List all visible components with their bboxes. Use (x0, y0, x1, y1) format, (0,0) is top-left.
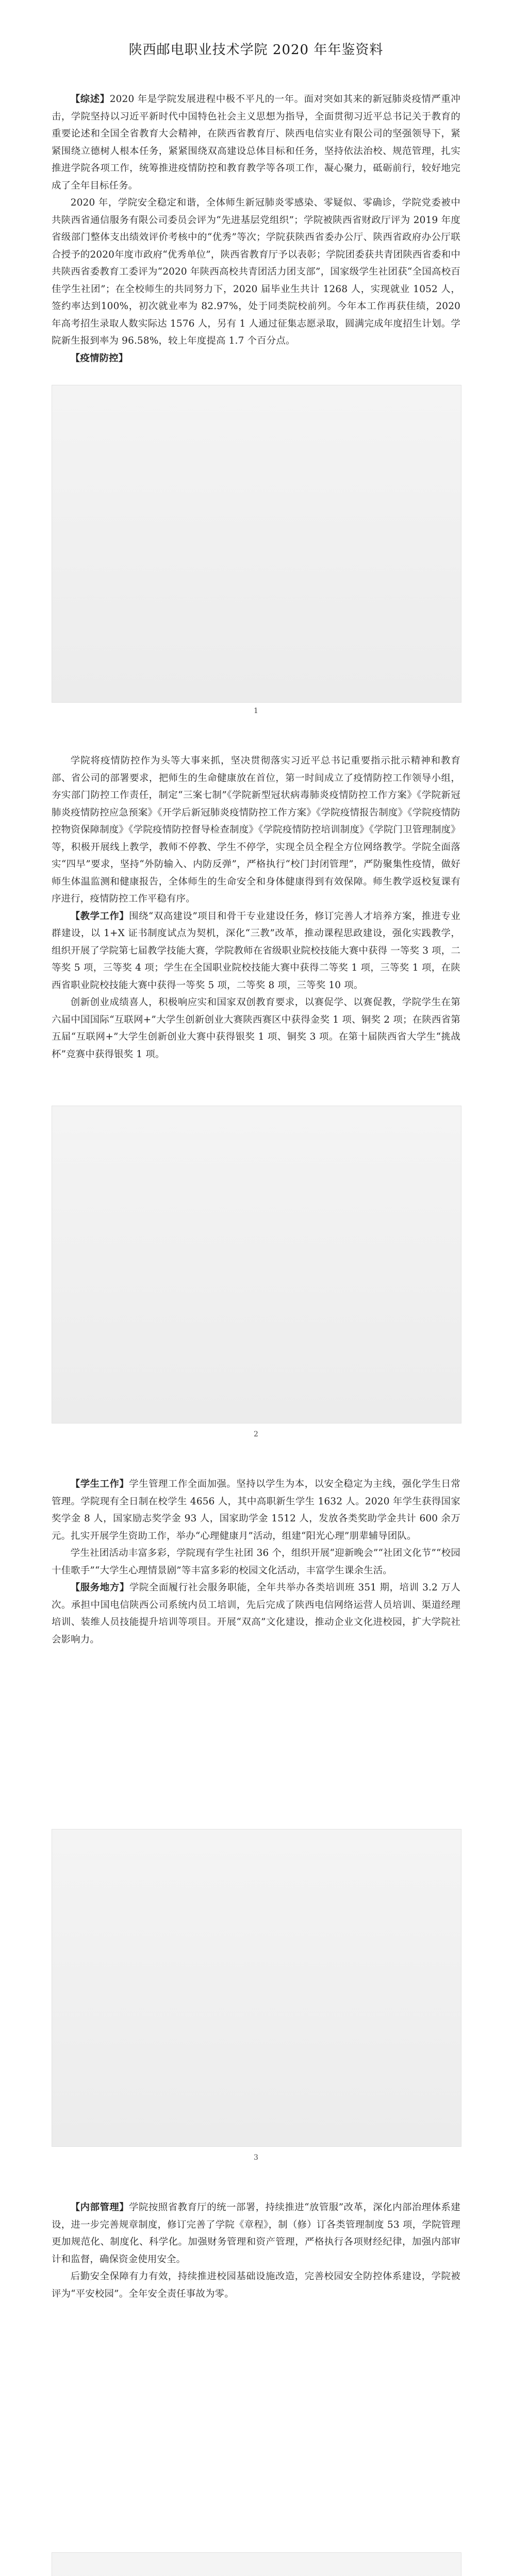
service-photo (52, 1829, 461, 2147)
overview-text-1: 2020 年是学院发展进程中极不平凡的一年。面对突如其来的新冠肺炎疫情严重冲击，学院坚持以习近平新时代中国特色社会主义思想为指导，全面贯彻习近平总书记关于教育的重要论述和全国全省教育大会精神，在陕西省教育厅、陕西电信实业有限公司的坚强领导下，紧紧围绕立德树人根本任务，紧紧围绕双高建设总体目标和任务，坚持依法治校、规范管理，扎实推进学院各项工作，统筹推进疫情防控和教育教学等各项工作，凝心聚力，砥砺前行，较好地完成了全年目标任务。 (52, 94, 460, 191)
epidemic-photo (52, 385, 461, 703)
document-page-4 (0, 2170, 512, 2576)
campus-photo (52, 2552, 461, 2576)
student-section (52, 1476, 460, 1648)
internal-section-label: 【内部管理】 (70, 2202, 129, 2213)
internal-text-1: 学院按照省教育厅的统一部署，持续推进“放管服”改革，深化内部治理体系建设，进一步完善规章制度，修订完善了学院《章程》，制（修）订各类管理制度 53 项，学院管理更加规范化、制度化、科学化。加强财务管理和资产管理，严格执行各项财经纪律，加强内部审计和监督，确保资金使用安全。 (52, 2202, 460, 2265)
student-paragraph-2: 学生社团活动丰富多彩，学院现有学生社团 36 个，组织开展“迎新晚会”“社团文化节”“校园十佳歌手”“大学生心理情景剧”等丰富多彩的校园文化活动，丰富学生课余生活。 (52, 1548, 460, 1576)
service-paragraph-1 (52, 1579, 460, 1648)
page-number-2: 2 (254, 1430, 258, 1438)
internal-section (52, 2199, 460, 2302)
epidemic-intro-paragraph (52, 350, 460, 367)
teaching-text-1: 围绕“双高建设”项目和骨干专业建设任务，修订完善人才培养方案，推进专业群建设，以 1+X 证书制度试点为契机，深化“三教”改革，推动课程思政建设，强化实践教学，组织开展了学院第七届教学技能大赛，学院教师在省级职业院校技能大赛中获得 一等奖 3 项，二等奖 5 项，三等奖 4 项；学生在全国职业院校技能大赛中获得二等奖 1 项，三等奖 1 项，在陕西省职业院校技能大赛中获得一等奖 5 项，二等奖 8 项，三等奖 10 项。 (52, 910, 460, 991)
teaching-section-label: 【教学工作】 (70, 910, 129, 922)
teaching-paragraph-1 (52, 908, 460, 994)
teaching-photo (52, 1106, 461, 1423)
overview-paragraph-2: 2020 年，学院安全稳定和谐，全体师生新冠肺炎零感染、零疑似、零确诊，学院党委被中共陕西省通信服务有限公司委员会评为“先进基层党组织”；学院被陕西省财政厅评为 2019 年度省级部门整体支出绩效评价考核中的“优秀”等次；学院获陕西省委办公厅、陕西省政府办公厅联合授予的2020年度市政府“优秀单位”，陕西省教育厅予以表彰；学院团委获共青团陕西省委和中共陕西省委教育工委评为“2020 年陕西高校共青团活力团支部”，国家级学生社团获“全国高校百佳学生社团”；在全校师生的共同努力下，2020 届毕业生共计 1268 人，实现就业 1052 人，签约率达到100%，初次就业率为 82.97%，处于同类院校前列。今年本工作再获佳绩，2020 年高考招生录取人数实际达 1576 人，另有 1 人通过征集志愿录取，圆满完成年度招生计划。学院新生报到率为 96.58%，较上年度提高 1.7 个百分点。 (52, 197, 460, 346)
document-page-3 (0, 1447, 512, 2170)
page-number-3: 3 (254, 2154, 258, 2162)
service-text-1: 学院全面履行社会服务职能，全年共举办各类培训班 351 期，培训 3.2 万人次。承担中国电信陕西公司系统内员工培训，先后完成了陕西电信网络运营人员培训、渠道经理培训、装维人员技能提升培训等项目。开展“双高”文化建设，推动企业文化进校园，扩大学院社会影响力。 (52, 1582, 460, 1645)
document-page-1 (0, 0, 512, 723)
epidemic-section (52, 752, 460, 1063)
overview-section (52, 91, 460, 367)
student-text-1: 学生管理工作全面加强。坚持以学生为本，以安全稳定为主线，强化学生日常管理。学院现有全日制在校学生 4656 人，其中高职新生学生 1632 人。2020 年学生获得国家奖学金 8 人，国家励志奖学金 93 人，国家助学金 1512 人，发放各类奖助学金共计 600 余万元。扎实开展学生资助工作，举办“心理健康月”活动，组建“阳光心理”朋辈辅导团队。 (52, 1479, 460, 1541)
overview-paragraph-1 (52, 91, 460, 194)
internal-paragraph-1 (52, 2199, 460, 2268)
epidemic-paragraph-1: 学院将疫情防控作为头等大事来抓，坚决贯彻落实习近平总书记重要指示批示精神和教育部、省公司的部署要求，把师生的生命健康放在首位，第一时间成立了疫情防控工作领导小组，夯实部门防控工作责任，制定“三案七制”《学院新型冠状病毒肺炎疫情防控工作方案》《学院新冠肺炎疫情防控应急预案》《开学后新冠肺炎疫情防控工作方案》《学院疫情报告制度》《学院疫情防控物资保障制度》《学院疫情防控督导检查制度》《学院疫情防控培训制度》《学院门卫管理制度》等，积极开展线上教学，教师不停教、学生不停学，实现全员全程全方位网络教学。学院全面落实“四早”要求，坚持“外防输入、内防反弹”，严格执行“校门封闭管理”，严防聚集性疫情，做好师生体温监测和健康报告，全体师生的生命安全和身体健康得到有效保障。师生教学返校复课有序进行，疫情防控工作平稳有序。 (52, 755, 460, 904)
student-section-label: 【学生工作】 (70, 1479, 129, 1489)
service-section-label: 【服务地方】 (70, 1582, 129, 1593)
page-number-1: 1 (254, 707, 258, 715)
student-paragraph-1 (52, 1476, 460, 1545)
document-page-2 (0, 723, 512, 1447)
epidemic-section-label: 【疫情防控】 (70, 352, 128, 364)
document-title: 陕西邮电职业技术学院 2020 年年鉴资料 (128, 42, 384, 58)
overview-section-label: 【综述】 (70, 94, 110, 105)
internal-paragraph-2: 后勤安全保障有力有效，持续推进校园基础设施改造，完善校园安全防控体系建设，学院被评为“平安校园”。全年安全责任事故为零。 (52, 2271, 460, 2299)
teaching-paragraph-2: 创新创业成绩喜人，积极响应实和国家双创教育要求，以赛促学、以赛促教，学院学生在第六届中国国际“互联网+”大学生创新创业大赛陕西赛区中获得金奖 1 项、铜奖 2 项；在陕西省第五届“互联网+”大学生创新创业大赛中获得银奖 1 项、铜奖 3 项。在第十届陕西省大学生“挑战杯”竞赛中获得银奖 1 项。 (52, 997, 460, 1060)
